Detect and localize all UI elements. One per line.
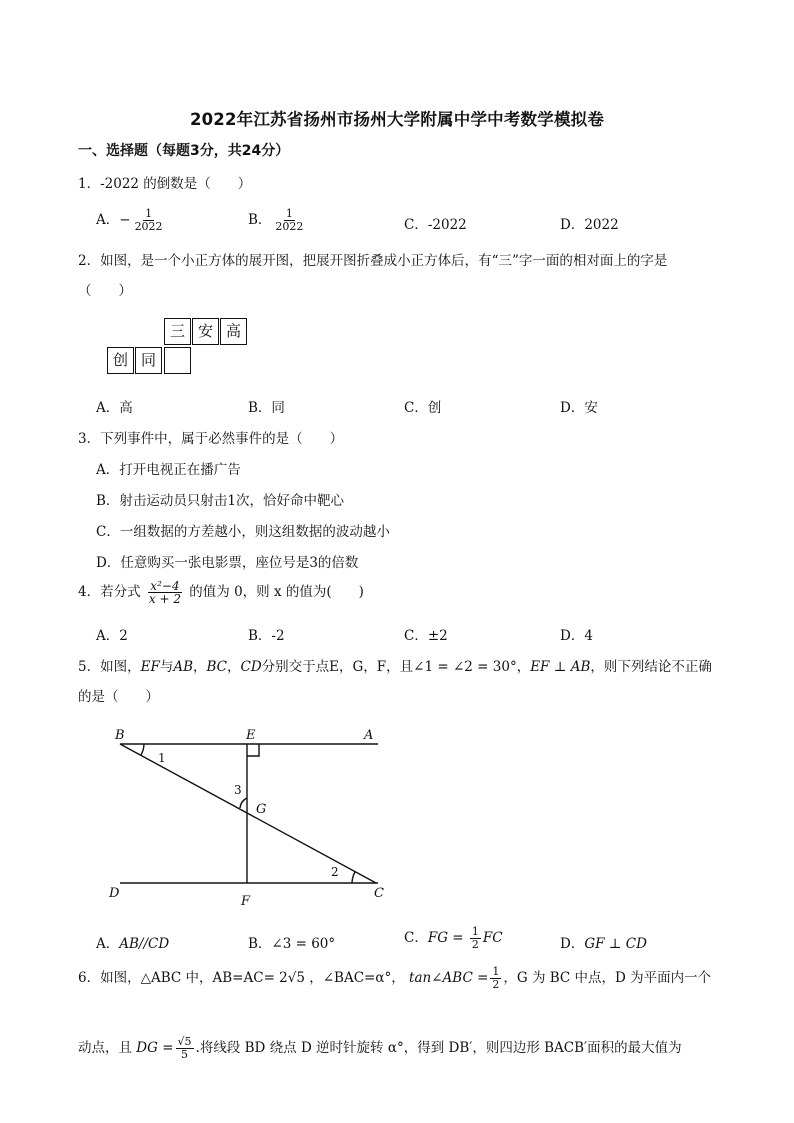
question-3-option-b: B．射击运动员只射击1次，恰好命中靶心 — [96, 493, 345, 509]
page-title: 2022年江苏省扬州市扬州大学附属中学中考数学模拟卷 — [189, 110, 605, 129]
question-3-option-d: D．任意购买一张电影票，座位号是3的倍数 — [96, 555, 359, 571]
question-2-option-a: A．高 — [96, 400, 133, 416]
question-6-stem-line1: 6．如图，△ABC 中，AB=AC= 2√5 ，∠BAC=α°， tan∠ABC = $\frac{1}{2}$ ，G 为 BC 中点，D 为平面内一个 — [78, 965, 712, 991]
question-4-stem: 4．若分式 $\frac{\text{x²−4}}{x + 2}$ 的值为 0，则 x 的值为( ) — [78, 579, 364, 606]
question-3-option-c: C．一组数据的方差越小，则这组数据的波动越小 — [96, 524, 390, 540]
geometry-figure-q5 — [100, 720, 400, 915]
question-1-option-d: D．2022 — [560, 217, 619, 233]
question-5-option-b: B．∠3 = 60° — [248, 936, 336, 952]
question-2-option-d: D．安 — [560, 400, 598, 416]
net-cell-tong: 同 — [135, 347, 162, 374]
net-cell-an: 安 — [192, 318, 219, 345]
question-3-option-a: A．打开电视正在播广告 — [96, 462, 241, 478]
question-2-option-c: C．创 — [404, 400, 442, 416]
question-1-option-c: C．-2022 — [404, 217, 467, 233]
question-4-option-c: C．±2 — [404, 628, 448, 644]
label-c: C — [374, 886, 384, 901]
angle-2-arc — [352, 872, 355, 883]
question-5-option-a: A．AB//CD — [96, 936, 170, 952]
net-cell-chuang: 创 — [107, 347, 134, 374]
right-angle-mark — [247, 744, 259, 756]
question-1-option-b: B． $\frac{1}{2022}$ — [248, 207, 304, 233]
label-f: F — [241, 894, 251, 909]
net-cell-san: 三 — [164, 318, 191, 345]
question-5-stem-cont: 的是（ ） — [78, 689, 159, 705]
label-g: G — [256, 802, 267, 817]
label-a: A — [364, 728, 374, 743]
label-angle-3: 3 — [234, 783, 242, 797]
question-2-stem-cont: （ ） — [78, 283, 132, 299]
angle-1-arc — [141, 744, 144, 755]
label-e: E — [246, 728, 256, 743]
question-1-stem: 1．-2022 的倒数是（ ） — [78, 176, 252, 192]
question-5-stem: 5．如图，EF与AB，BC，CD分别交于点E，G，F，且∠1 = ∠2 = 30°，EF ⊥ AB，则下列结论不正确 — [78, 659, 712, 675]
question-3-stem: 3．下列事件中，属于必然事件的是（ ） — [78, 431, 344, 447]
section-heading: 一、选择题（每题3分，共24分） — [78, 143, 290, 159]
angle-3-arc — [240, 798, 247, 808]
net-cell-empty — [164, 347, 191, 374]
label-angle-1: 1 — [158, 751, 166, 765]
question-6-stem-line2: 动点，且 DG = $\frac{√5}{5}$ .将线段 BD 绕点 D 逆时针旋转 α°，得到 DB′，则四边形 BACB′面积的最大值为 — [78, 1035, 682, 1061]
question-2-stem: 2．如图，是一个小正方体的展开图，把展开图折叠成小正方体后，有“三”字一面的相对面上的字是 — [78, 253, 668, 269]
label-b: B — [115, 728, 125, 743]
question-5-option-d: D．GF ⊥ CD — [560, 936, 647, 952]
question-1-option-a: A．− $\frac{1}{2022}$ — [96, 207, 163, 233]
net-cell-gao: 高 — [220, 318, 247, 345]
question-4-option-b: B．-2 — [248, 628, 285, 644]
label-angle-2: 2 — [331, 865, 339, 879]
question-2-option-b: B．同 — [248, 400, 285, 416]
question-4-option-a: A．2 — [96, 628, 128, 644]
question-5-option-c: C．FG = $\frac{1}{2}$ FC — [404, 925, 503, 951]
question-4-option-d: D．4 — [560, 628, 593, 644]
label-d: D — [109, 886, 120, 901]
